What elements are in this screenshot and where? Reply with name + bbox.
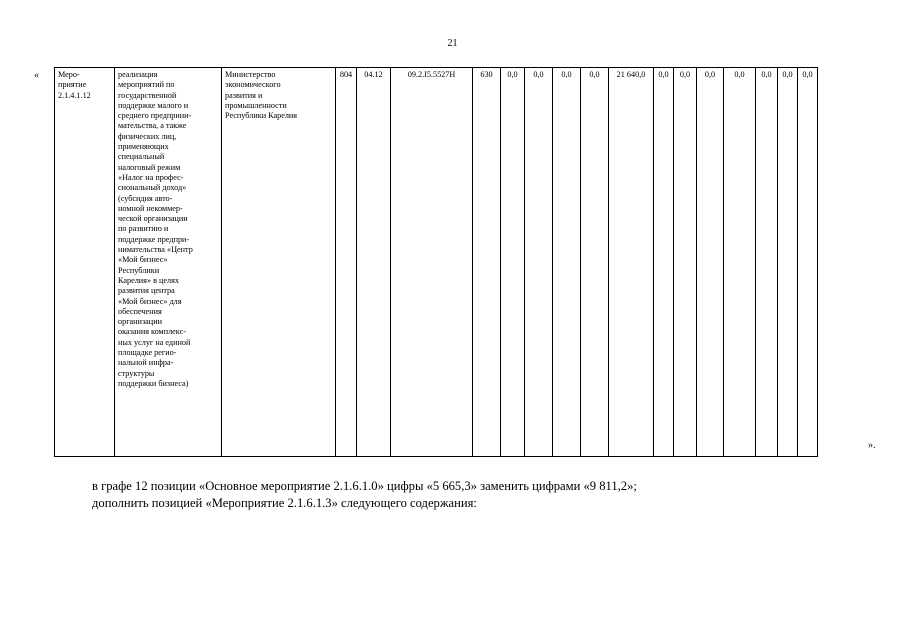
status-cell: Меро- приятие 2.1.4.1.12	[55, 68, 115, 457]
csr-cell: 09.2.I5.5527H	[391, 68, 473, 457]
value-cell: 0,0	[778, 68, 798, 457]
vr-cell: 630	[473, 68, 501, 457]
value-cell: 0,0	[525, 68, 553, 457]
value-cell: 0,0	[581, 68, 609, 457]
closing-quote: ».	[868, 440, 876, 451]
value-cell: 0,0	[798, 68, 818, 457]
amendment-paragraph: в графе 12 позиции «Основное мероприятие 2.1.6.1.0» цифры «5 665,3» заменить цифрами «9 811,2»;	[92, 479, 637, 493]
value-cell: 0,0	[553, 68, 581, 457]
value-cell: 0,0	[654, 68, 674, 457]
budget-table	[54, 67, 818, 457]
rzpr-cell: 04.12	[357, 68, 391, 457]
responsible-cell: Министерство экономического развития и промышленности Республики Карелия	[222, 68, 336, 457]
value-cell: 0,0	[756, 68, 778, 457]
grbs-cell: 804	[336, 68, 357, 457]
page-number: 21	[447, 38, 458, 49]
value-cell: 0,0	[724, 68, 756, 457]
value-cell: 0,0	[674, 68, 697, 457]
value-cell: 0,0	[501, 68, 525, 457]
description-cell: реализация мероприятий по государственной поддержке малого и среднего предприни- мательства, а также физических лиц, применяющих специальный налоговый режим «Налог на профес- сиональный доход» (субсидия авто- номной некоммер- ческой организации по развитию и поддержке предпри- нимательства «Центр «Мой бизнес» Республики Карелия» в целях развития центра «Мой бизнес» для обеспечения организации оказания комплекс- ных услуг на единой площадке регио- нальной инфра- структуры поддержки бизнеса)	[115, 68, 222, 457]
opening-quote: «	[34, 70, 39, 81]
table-row	[55, 68, 818, 457]
value-cell: 21 640,0	[609, 68, 654, 457]
amendment-paragraph: дополнить позицией «Мероприятие 2.1.6.1.3» следующего содержания:	[92, 496, 477, 510]
value-cell: 0,0	[697, 68, 724, 457]
